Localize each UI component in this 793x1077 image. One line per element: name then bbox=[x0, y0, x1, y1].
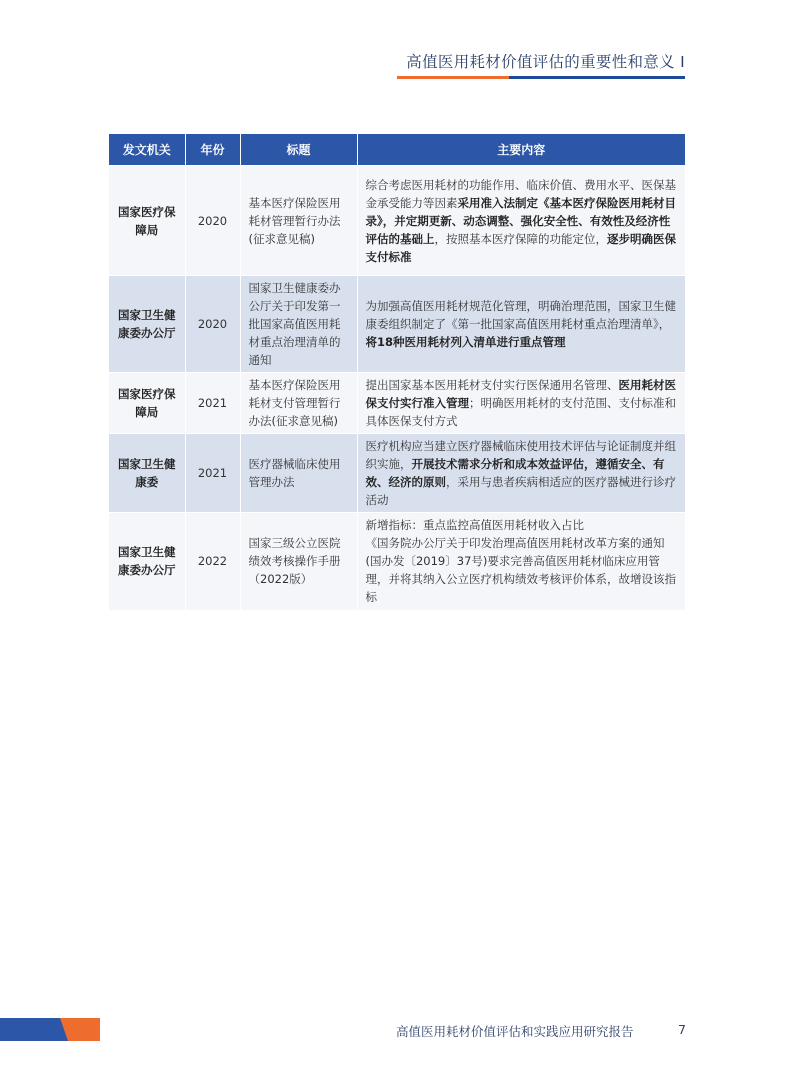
content-emphasis: 医用耗材医保支付实行准入管理 bbox=[365, 378, 676, 410]
cell-content bbox=[357, 434, 685, 513]
content-emphasis: 采用准入法制定《基本医疗保险医用耗材目录》，并定期更新、动态调整、强化安全性、有效性及经济性评估的基础上 bbox=[365, 195, 676, 246]
table-row bbox=[109, 513, 685, 610]
footer-report-title: 高值医用耗材价值评估和实践应用研究报告 bbox=[396, 1024, 634, 1039]
content-text: 新增指标：重点监控高值医用耗材收入占比 bbox=[365, 518, 584, 533]
cell-title: 基本医疗保险医用耗材支付管理暂行办法(征求意见稿) bbox=[240, 373, 357, 434]
cell-content bbox=[357, 166, 685, 276]
content-emphasis: 开展技术需求分析和成本效益评估，遵循安全、有效、经济的原则 bbox=[365, 457, 665, 489]
table-header-row bbox=[109, 134, 685, 166]
header-rule-accent bbox=[397, 76, 509, 79]
content-text: 医疗机构应当建立医疗器械临床使用技术评估与论证制度并组织实施， bbox=[365, 439, 676, 471]
cell-year: 2021 bbox=[185, 434, 240, 513]
content-text: ；明确医用耗材的支付范围、支付标准和具体医保支付方式 bbox=[365, 396, 676, 428]
cell-agency: 国家卫生健康委办公厅 bbox=[109, 276, 185, 373]
content-text: 为加强高值医用耗材规范化管理，明确治理范围，国家卫生健康委组织制定了《第一批国家高值医用耗材重点治理清单》， bbox=[365, 299, 676, 331]
table-row bbox=[109, 373, 685, 434]
content-text: ，采用与患者疾病相适应的医疗器械进行诊疗活动 bbox=[365, 475, 676, 507]
content-text: 《国务院办公厅关于印发治理高值医用耗材改革方案的通知(国办发〔2019〕37号)要求完善高值医用耗材临床应用管理，并将其纳入公立医疗机构绩效考核评价体系，故增设该指标 bbox=[365, 536, 676, 605]
column-header-title: 标题 bbox=[240, 134, 357, 166]
content-text: 综合考虑医用耗材的功能作用、临床价值、费用水平、医保基金承受能力等因素 bbox=[365, 177, 676, 210]
cell-year: 2022 bbox=[185, 513, 240, 610]
cell-title: 医疗器械临床使用管理办法 bbox=[240, 434, 357, 513]
policy-table bbox=[109, 134, 685, 610]
cell-year: 2021 bbox=[185, 373, 240, 434]
page-number: 7 bbox=[678, 1022, 686, 1037]
table-row bbox=[109, 434, 685, 513]
cell-agency: 国家医疗保障局 bbox=[109, 166, 185, 276]
column-header-agency: 发文机关 bbox=[109, 134, 185, 166]
cell-agency: 国家医疗保障局 bbox=[109, 373, 185, 434]
cell-title: 基本医疗保险医用耗材管理暂行办法(征求意见稿) bbox=[240, 166, 357, 276]
cell-agency: 国家卫生健康委 bbox=[109, 434, 185, 513]
footer-accent-bar bbox=[0, 1018, 68, 1041]
cell-title: 国家三级公立医院绩效考核操作手册（2022版） bbox=[240, 513, 357, 610]
cell-content bbox=[357, 276, 685, 373]
content-emphasis: 将18种医用耗材列入清单进行重点管理 bbox=[365, 335, 566, 349]
table-row bbox=[109, 166, 685, 276]
content-emphasis: 逐步明确医保支付标准 bbox=[365, 231, 676, 264]
content-text: ，按照基本医疗保障的功能定位， bbox=[434, 231, 607, 246]
column-header-year: 年份 bbox=[185, 134, 240, 166]
content-text: 提出国家基本医用耗材支付实行医保通用名管理、 bbox=[365, 378, 619, 392]
cell-title: 国家卫生健康委办公厅关于印发第一批国家高值医用耗材重点治理清单的通知 bbox=[240, 276, 357, 373]
cell-year: 2020 bbox=[185, 166, 240, 276]
cell-agency: 国家卫生健康委办公厅 bbox=[109, 513, 185, 610]
table-row bbox=[109, 276, 685, 373]
page-header-title: 高值医用耗材价值评估的重要性和意义 I bbox=[406, 53, 685, 71]
cell-year: 2020 bbox=[185, 276, 240, 373]
cell-content bbox=[357, 373, 685, 434]
cell-content bbox=[357, 513, 685, 610]
column-header-content: 主要内容 bbox=[357, 134, 685, 166]
table-body bbox=[109, 166, 685, 610]
